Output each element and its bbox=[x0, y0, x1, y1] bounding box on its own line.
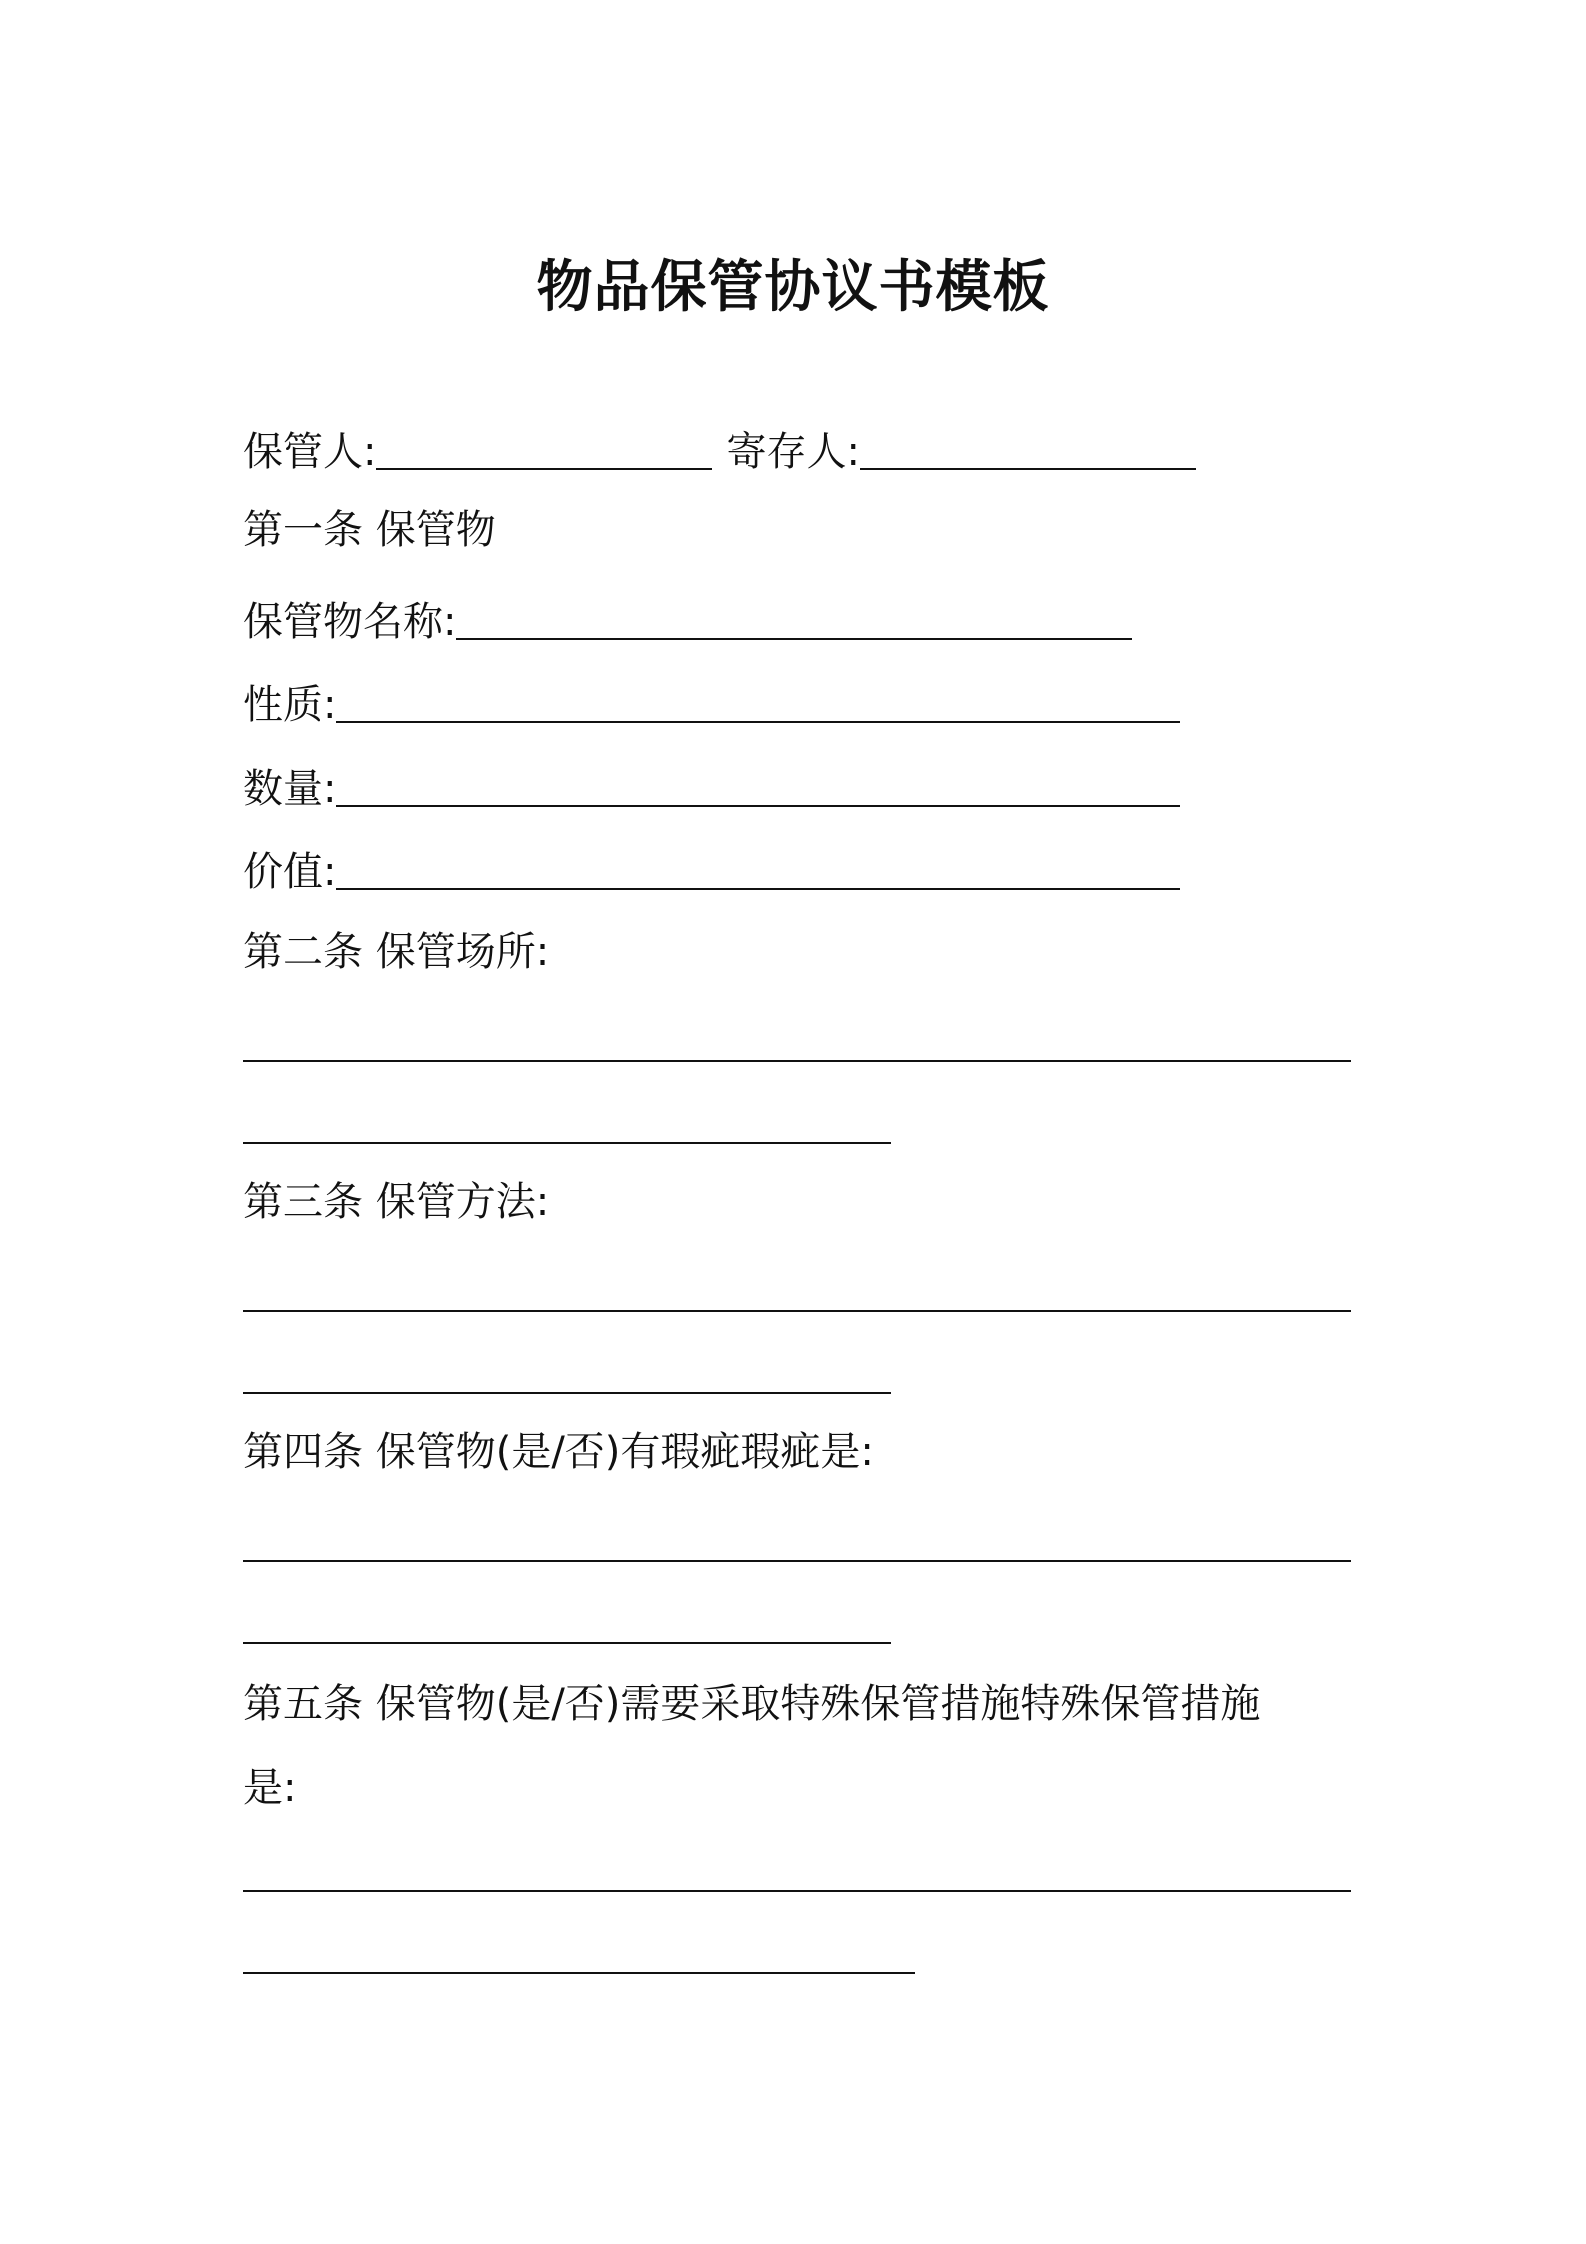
article-5-answer-line-2[interactable] bbox=[243, 1972, 915, 1974]
item-name-field[interactable] bbox=[456, 600, 1132, 640]
article-3-answer-line-1[interactable] bbox=[243, 1310, 1351, 1312]
article-4-answer-line-1[interactable] bbox=[243, 1560, 1351, 1562]
article-4-heading-row bbox=[243, 1420, 874, 1476]
nature-label: 性质: bbox=[243, 682, 337, 728]
item-name-row bbox=[243, 590, 1132, 646]
quantity-field[interactable] bbox=[336, 767, 1180, 807]
article-5-heading-line-2: 是: bbox=[243, 1765, 297, 1811]
article-2-heading: 第二条 保管场所: bbox=[243, 929, 550, 975]
keeper-field[interactable] bbox=[376, 430, 712, 470]
depositor-field[interactable] bbox=[860, 430, 1196, 470]
quantity-row bbox=[243, 757, 1180, 813]
value-field[interactable] bbox=[336, 850, 1180, 890]
value-label: 价值: bbox=[243, 849, 337, 895]
article-4-answer-line-2[interactable] bbox=[243, 1642, 891, 1644]
article-2-answer-line-2[interactable] bbox=[243, 1142, 891, 1144]
article-5-heading-line-1: 第五条 保管物(是/否)需要采取特殊保管措施特殊保管措施 bbox=[243, 1681, 1261, 1727]
article-1-heading-row bbox=[243, 498, 496, 554]
nature-row bbox=[243, 673, 1180, 729]
article-5-answer-line-1[interactable] bbox=[243, 1890, 1351, 1892]
value-row bbox=[243, 840, 1180, 896]
item-name-label: 保管物名称: bbox=[243, 599, 457, 645]
keeper-label: 保管人: bbox=[243, 429, 377, 475]
article-1-heading: 第一条 保管物 bbox=[243, 507, 496, 553]
article-3-heading-row bbox=[243, 1170, 549, 1226]
depositor-label: 寄存人: bbox=[726, 429, 860, 475]
article-3-answer-line-2[interactable] bbox=[243, 1392, 891, 1394]
article-4-heading: 第四条 保管物(是/否)有瑕疵瑕疵是: bbox=[243, 1429, 874, 1475]
nature-field[interactable] bbox=[336, 683, 1180, 723]
article-3-heading: 第三条 保管方法: bbox=[243, 1179, 550, 1225]
article-2-heading-row bbox=[243, 920, 549, 976]
article-5-heading-row-2 bbox=[243, 1756, 296, 1812]
parties-row bbox=[243, 420, 1196, 476]
article-2-answer-line-1[interactable] bbox=[243, 1060, 1351, 1062]
quantity-label: 数量: bbox=[243, 766, 337, 812]
article-5-heading-row-1 bbox=[243, 1672, 1260, 1728]
document-title: 物品保管协议书模板 bbox=[536, 255, 1050, 320]
